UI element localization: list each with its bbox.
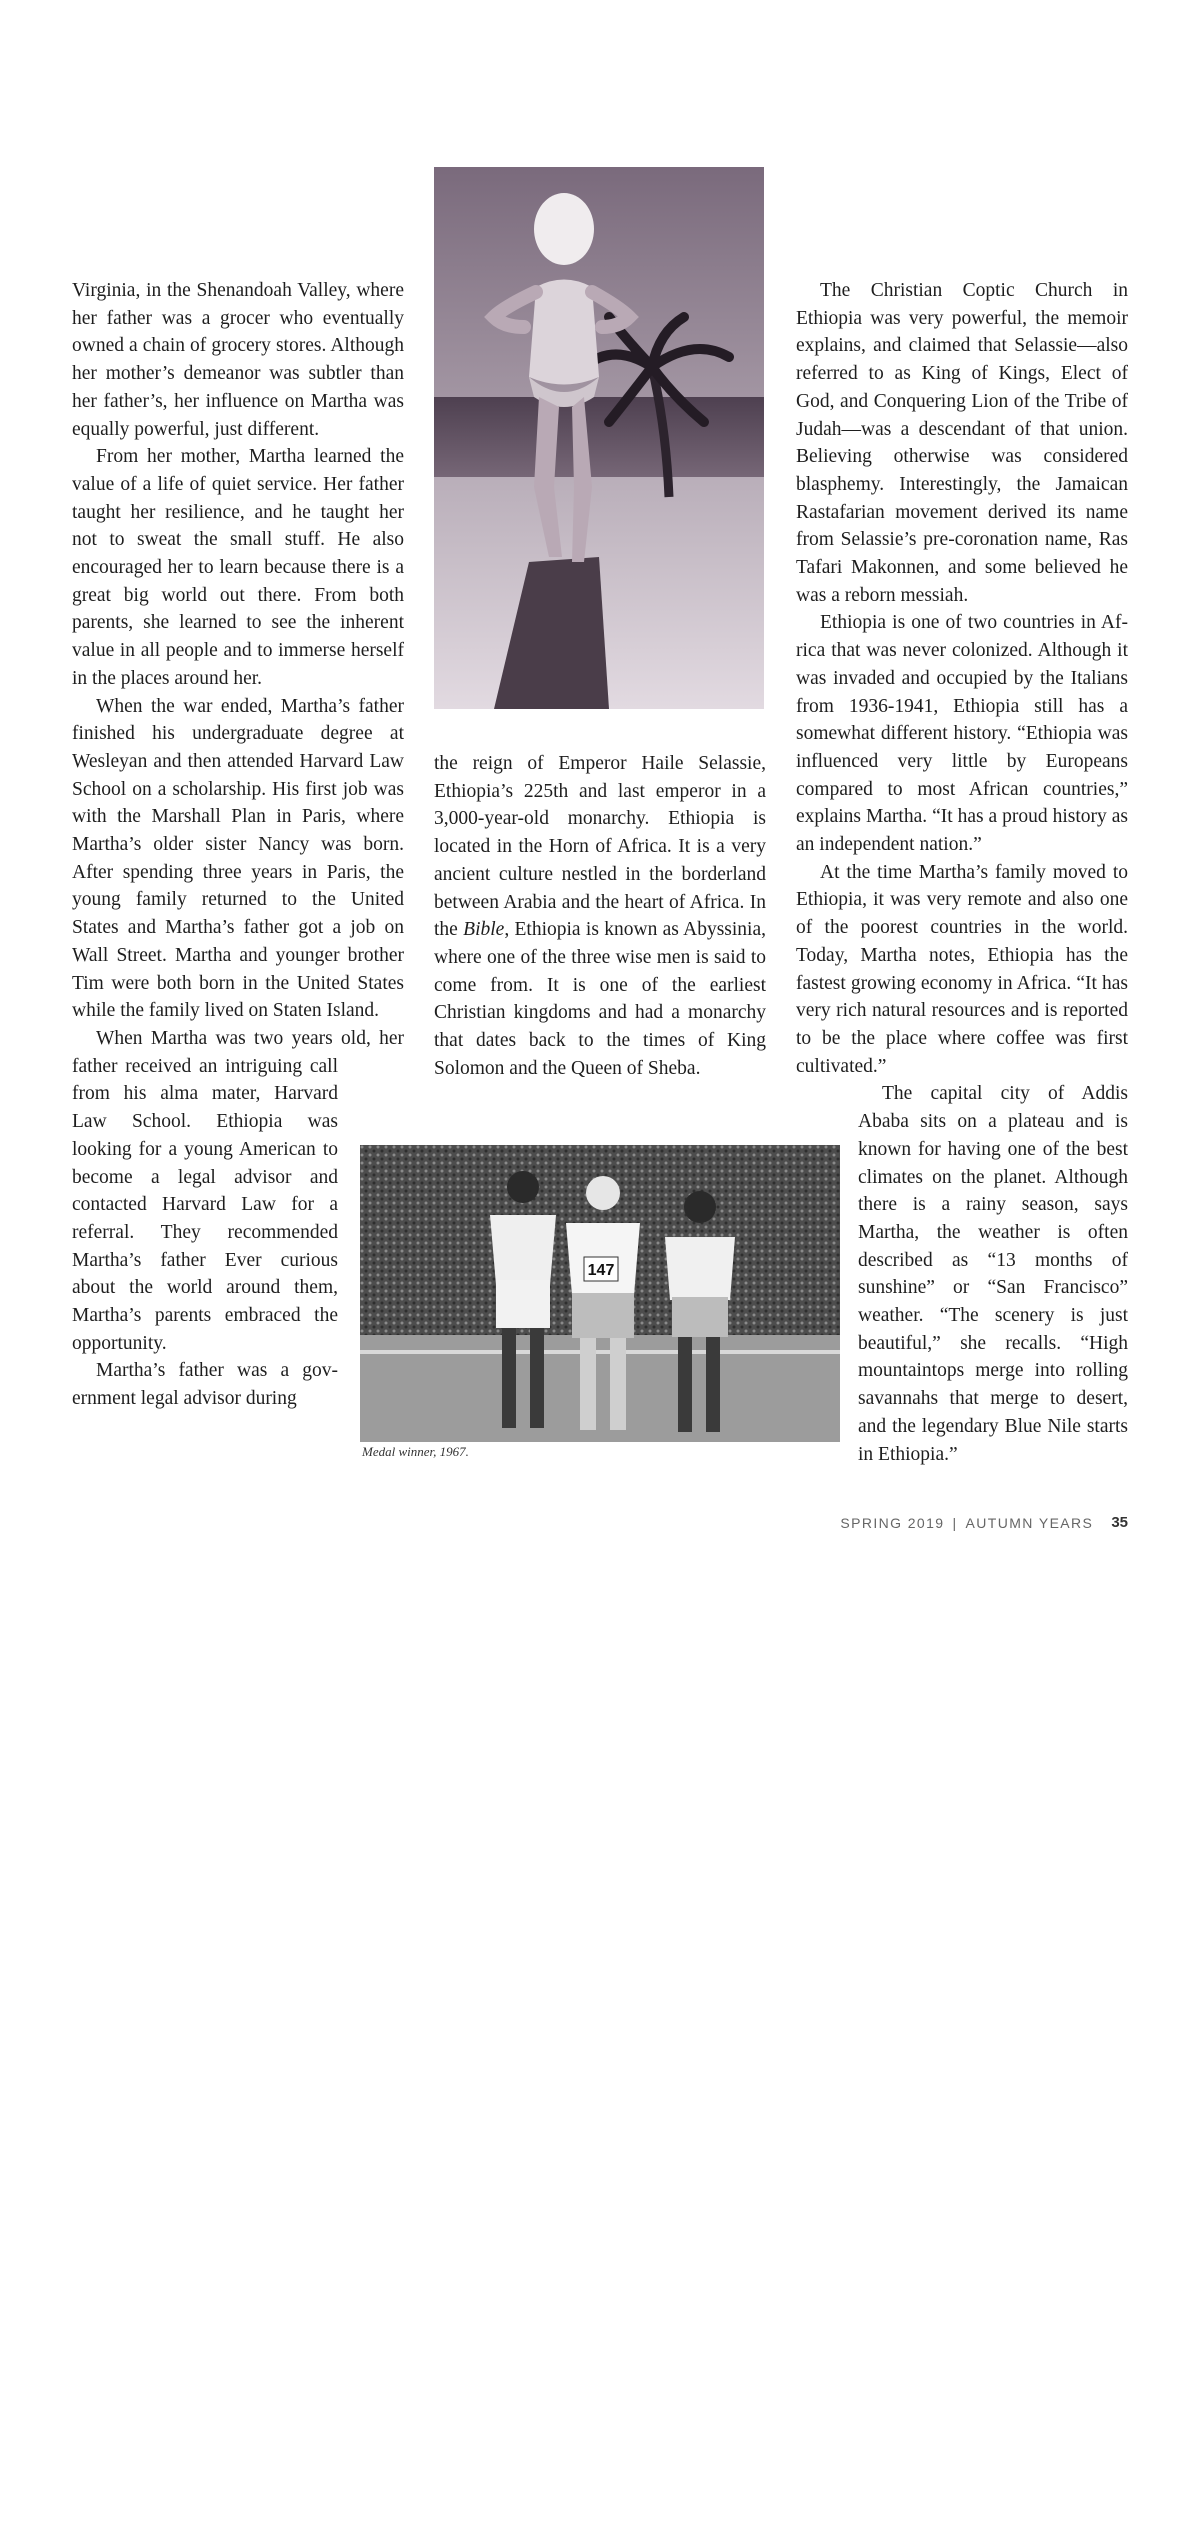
paragraph: At the time Martha’s family moved to Ethiopia, it was very remote and also one of the poorest countries in the world. Today, Martha notes, Ethiopia has the fastest growing economy in Africa. “It has very rich natural resources and is reported to be the place where coffee was first cultivated.” bbox=[796, 861, 1128, 1077]
paragraph: The capital city of Addis Ababa sits on a plateau and is known for having one of the best climates on the planet. Although there is a rainy season, says Martha, the weather is often described as “13 months of sunshine” or “San Francisco” weather. “The scenery is just beautiful,” she recalls. “High mountaintops merge into rolling savannahs that merge to desert, and the legendary Blue Nile starts in Ethiopia.” bbox=[858, 1083, 1128, 1465]
photo-girl-on-beach bbox=[434, 167, 764, 709]
photo-medal-illustration bbox=[360, 1145, 840, 1442]
paragraph: Martha’s father was a government legal advisor during bbox=[72, 1360, 338, 1410]
middle-text-column bbox=[434, 750, 766, 1082]
paragraph: From her mother, Martha learned the value of a life of quiet service. Her father taught her resilience, and he taught her not to sweat the small stuff. He also encouraged her to learn because there is a great big world out there. From both parents, she learned to see the inherent value in all people and to immerse herself in the places around her. bbox=[72, 446, 404, 689]
issue-label: SPRING 2019 bbox=[840, 1514, 945, 1531]
italic-title: Bible bbox=[463, 919, 505, 941]
magazine-title: AUTUMN YEARS bbox=[965, 1514, 1094, 1531]
paragraph bbox=[434, 750, 766, 1082]
photo-caption: Medal winner, 1967. bbox=[362, 1444, 469, 1459]
photo-medal-winners bbox=[360, 1145, 840, 1442]
paragraph: Ethiopia is one of two countries in Africa that was never colonized. Although it was invaded and occupied by the Italians from 1936-1941, Ethiopia still has a somewhat different history. “Ethiopia was influenced very little by Europeans compared to most African countries,” explains Martha. “It has a proud history as an independent nation.” bbox=[796, 612, 1128, 856]
paragraph-text: When Martha was two years old, her father received an intriguing call from his alma mater, Harvard Law School. Ethiopia was looking for a young American to become a legal advisor and contacted Harvard Law for a referral. They recommended Martha’s father Ever curious about the world around them, Martha’s parents embraced the opportunity. bbox=[72, 1027, 404, 1354]
race-bib-number: 147 bbox=[587, 1262, 615, 1279]
paragraph: When the war ended, Martha’s father finished his undergraduate degree at Wesleyan and then attended Harvard Law School on a scholarship. His first job was with the Marshall Plan in Paris, where Martha’s older sister Nancy was born. After spending three years in Paris, the young family returned to the United States and Martha’s father got a job on Wall Street. Martha and younger brother Tim were both born in the United States while the family lived on Staten Island. bbox=[72, 695, 404, 1022]
left-text-column bbox=[72, 277, 404, 2533]
paragraph: The Christian Coptic Church in Ethiopia was very powerful, the memoir explains, and claimed that Selassie—also referred to as King of Kings, Elect of God, and Conquering Lion of the Tribe of Judah—was a descendant of that union. Believing otherwise was considered blasphemy. Interestingly, the Jamaican Rastafarian movement derived its name from Selassie’s pre-coronation name, Ras Tafari Makonnen, and some believed he was a reborn messiah. bbox=[796, 280, 1128, 606]
paragraph-text: , Ethiopia is known as Abyssinia, where one of the three wise men is said to come from. It is one of the earliest Christian kingdoms and had a monarchy that dates back to the times of King Solomon and the Queen of Sheba. bbox=[434, 919, 767, 1079]
page-footer bbox=[840, 1514, 1128, 1531]
photo-girl-illustration bbox=[434, 167, 764, 709]
footer-separator: | bbox=[952, 1514, 958, 1531]
paragraph: Virginia, in the Shenandoah Valley, where her father was a grocer who eventually owned a chain of grocery stores. Although her mother’s demeanor was subtler than her father’s, her influence on Martha was equally powerful, just different. bbox=[72, 280, 404, 440]
paragraph-text: the reign of Emperor Haile Selassie, Ethiopia’s 225th and last emperor in a 3,000-year-old monarchy. Ethiopia is located in the Horn of Africa. It is a very ancient culture nestled in the borderland between Arabia and the heart of Africa. In the bbox=[434, 753, 766, 941]
right-text-column bbox=[796, 277, 1128, 1508]
page-number: 35 bbox=[1111, 1514, 1128, 1531]
